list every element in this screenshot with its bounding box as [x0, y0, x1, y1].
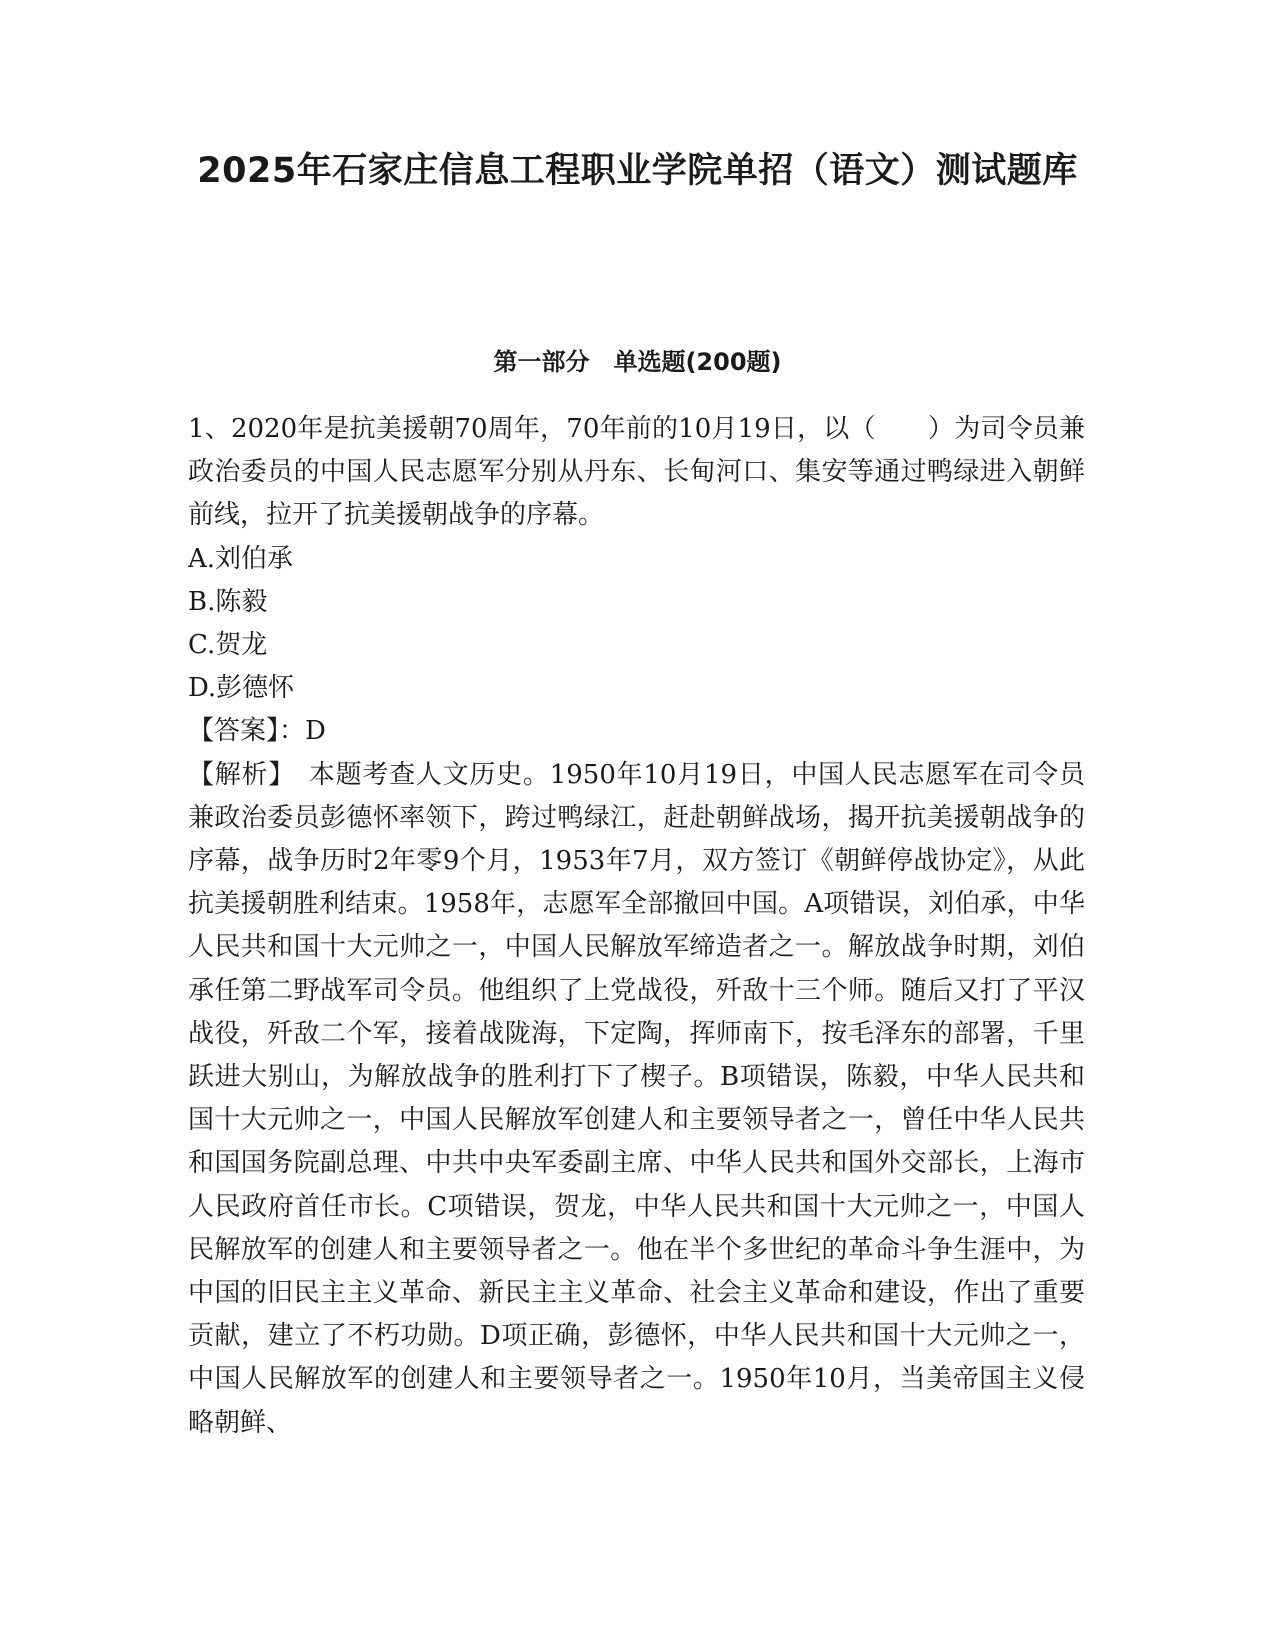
analysis-text: 本题考查人文历史。1950年10月19日，中国人民志愿军在司令员兼政治委员彭德怀率领下，跨过鸭绿江，赶赴朝鲜战场，揭开抗美援朝战争的序幕，战争历时2年零9个月，1953年7月，双方签订《朝鲜停战协定》，从此抗美援朝胜利结束。1958年，志愿军全部撤回中国。A项错误，刘伯承，中华人民共和国十大元帅之一，中国人民解放军缔造者之一。解放战争时期，刘伯承任第二野战军司令员。他组织了上党战役，歼敌十三个师。随后又打了平汉战役，歼敌二个军，接着战陇海，下定陶，挥师南下，按毛泽东的部署，千里跃进大别山，为解放战争的胜利打下了楔子。B项错误，陈毅，中华人民共和国十大元帅之一，中国人民解放军创建人和主要领导者之一，曾任中华人民共和国国务院副总理、中共中央军委副主席、中华人民共和国外交部长，上海市人民政府首任市长。C项错误，贺龙，中华人民共和国十大元帅之一，中国人民解放军的创建人和主要领导者之一。他在半个多世纪的革命斗争生涯中，为中国的旧民主主义革命、新民主主义革命、社会主义革命和建设，作出了重要贡献，建立了不朽功勋。D项正确，彭德怀，中华人民共和国十大元帅之一，中国人民解放军的创建人和主要领导者之一。1950年10月，当美帝国主义侵略朝鲜、 — [188, 759, 1085, 1438]
option-c: C.贺龙 — [188, 630, 268, 661]
option-b: B.陈毅 — [188, 586, 268, 617]
option-d: D.彭德怀 — [188, 673, 295, 704]
question-stem — [188, 408, 1085, 538]
question-number: 1、 — [188, 414, 231, 444]
answer-line — [188, 710, 1085, 753]
analysis-label: 【解析】 — [188, 759, 283, 790]
answer-value: D — [305, 716, 326, 747]
section-heading: 第一部分 单选题(200题) — [493, 348, 782, 376]
analysis-paragraph — [188, 754, 1085, 1445]
option-a: A.刘伯承 — [188, 543, 294, 574]
document-title: 2025年石家庄信息工程职业学院单招（语文）测试题库 — [197, 151, 1078, 191]
question-block — [188, 408, 1085, 1445]
question-text: 2020年是抗美援朝70周年，70年前的10月19日，以（ ）为司令员兼政治委员的中国人民志愿军分别从丹东、长甸河口、集安等通过鸭绿进入朝鲜前线，拉开了抗美援朝战争的序幕。 — [188, 414, 1085, 531]
answer-label: 【答案】： — [188, 716, 306, 747]
